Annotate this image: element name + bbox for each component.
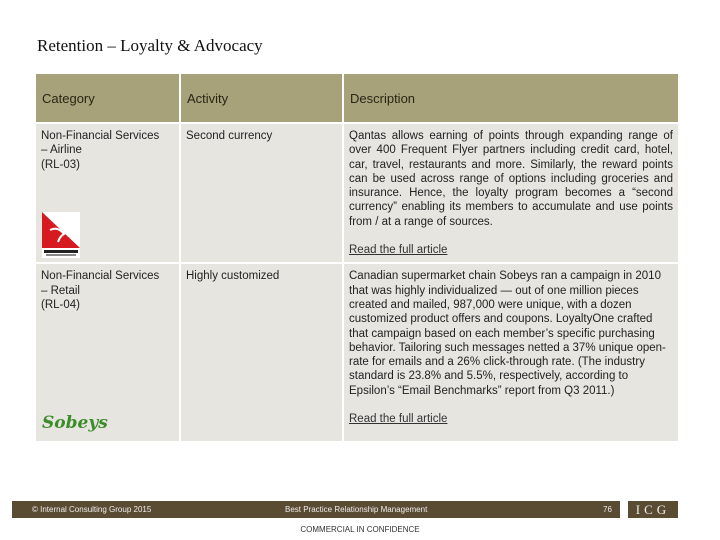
category-cell bbox=[36, 264, 179, 441]
category-cell bbox=[36, 124, 179, 262]
footer-bar bbox=[12, 501, 620, 518]
table-header-row bbox=[36, 74, 678, 122]
footer-copyright: © Internal Consulting Group 2015 bbox=[32, 505, 152, 514]
activity-cell: Highly customized bbox=[181, 264, 342, 441]
footer-title: Best Practice Relationship Management bbox=[285, 505, 428, 514]
description-cell bbox=[344, 124, 678, 262]
category-line: (RL-03) bbox=[41, 158, 80, 171]
icg-logo: ICG bbox=[628, 501, 678, 518]
category-line: (RL-04) bbox=[41, 298, 80, 311]
category-line: Non-Financial Services bbox=[41, 130, 160, 142]
table-row bbox=[36, 264, 678, 441]
header-category: Category bbox=[36, 74, 179, 122]
page-title: Retention – Loyalty & Advocacy bbox=[37, 36, 263, 55]
page-number: 76 bbox=[603, 505, 612, 514]
description-text: Qantas allows earning of points through expanding range of over 400 Frequent Flyer partners including credit card, hotel, car, travel, restaurants and more. Similarly, the reward points can be used across range of options including groceries and insurance. Hence, the loyalty program becomes a “second currency” enabling its members to accumulate and use points from / at a range of sources. bbox=[349, 130, 673, 228]
description-text: Canadian supermarket chain Sobeys ran a campaign in 2010 that was highly individualized — out of one million pieces created and mailed, 987,000 were unique, with a dozen customized product offers and coupons. LoyaltyOne crafted that campaign based on each member’s specific purchasing behavior. Tailoring such messages netted a 37% unique open-rate for emails and a 26% click-through rate. (The industry standard is 23.8% and 5.5%, respectively, according to Epsilon’s “Email Benchmarks” report from Q3 2011.) bbox=[349, 270, 666, 397]
category-line: Non-Financial Services bbox=[41, 270, 160, 283]
description-cell bbox=[344, 264, 678, 441]
read-article-link[interactable]: Read the full article bbox=[349, 413, 448, 426]
table-row bbox=[36, 124, 678, 262]
activity-cell: Second currency bbox=[181, 124, 342, 262]
qantas-logo bbox=[42, 212, 80, 258]
header-activity: Activity bbox=[181, 74, 342, 122]
category-line: – Retail bbox=[41, 284, 80, 297]
category-line: – Airline bbox=[41, 144, 82, 157]
sobeys-logo: Sobeys bbox=[42, 413, 108, 434]
confidential-label: COMMERCIAL IN CONFIDENCE bbox=[300, 525, 420, 534]
retention-table bbox=[34, 72, 680, 443]
read-article-link[interactable]: Read the full article bbox=[349, 244, 448, 257]
header-description: Description bbox=[344, 74, 678, 122]
